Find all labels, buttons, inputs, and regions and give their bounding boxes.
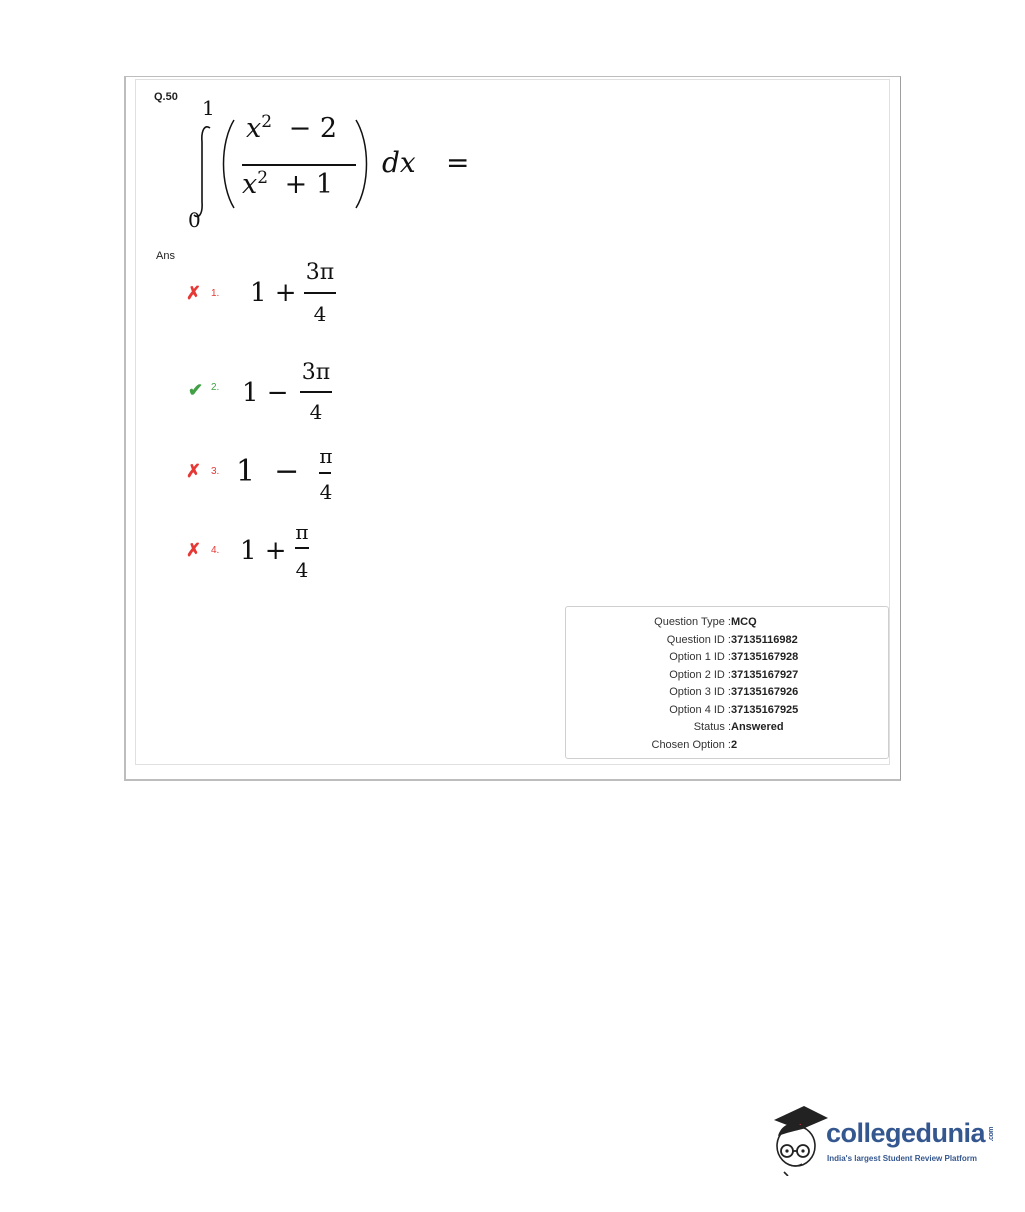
question-id-row <box>566 634 731 646</box>
cross-icon: ✗ <box>186 461 202 481</box>
answer-label: Ans <box>156 250 175 262</box>
option-lead: 1 + <box>250 278 297 308</box>
option3-id-value: 37135167926 <box>731 686 799 698</box>
question-info-box <box>565 606 889 759</box>
question-type-row <box>566 616 731 628</box>
right-paren-icon <box>352 118 372 210</box>
option2-id-value: 37135167927 <box>731 669 799 681</box>
question-number: Q.50 <box>154 91 178 103</box>
option-number: 4. <box>211 545 220 556</box>
question-panel <box>135 79 890 765</box>
fraction-bar <box>304 292 336 294</box>
option-numerator: 3π <box>301 360 331 385</box>
option4-id-row <box>566 704 731 716</box>
mascot-icon <box>766 1104 830 1176</box>
collegedunia-logo <box>766 1104 996 1176</box>
fraction-bar <box>319 472 331 474</box>
checkmark-icon: ✔ <box>188 380 204 400</box>
option2-id-label: Option 2 ID : <box>669 669 731 681</box>
brand-name: collegedunia .com <box>826 1118 995 1148</box>
cross-icon: ✗ <box>186 283 202 303</box>
chosen-option-label: Chosen Option : <box>651 739 731 751</box>
question-type-label: Question Type : <box>654 616 731 628</box>
integral-sign-icon <box>188 122 218 222</box>
option1-id-label: Option 1 ID : <box>669 651 731 663</box>
option-lead: 1 − <box>236 454 300 489</box>
question-card <box>124 76 901 781</box>
status-label: Status : <box>693 721 731 733</box>
integral-lower-limit: 0 <box>188 208 201 232</box>
left-paren-icon <box>218 118 238 210</box>
fraction-bar <box>300 391 332 393</box>
question-id-label: Question ID : <box>666 634 731 646</box>
fraction-bar <box>242 164 356 166</box>
option3-id-label: Option 3 ID : <box>669 686 731 698</box>
option3-id-row <box>566 686 731 698</box>
option-lead: 1 + <box>240 536 287 566</box>
cross-icon: ✗ <box>186 540 202 560</box>
option4-id-label: Option 4 ID : <box>669 704 731 716</box>
option-number: 2. <box>211 382 220 393</box>
brand-tagline: India's largest Student Review Platform <box>827 1154 977 1163</box>
option1-id-row <box>566 651 731 663</box>
option1-id-value: 37135167928 <box>731 651 799 663</box>
equals-sign: = <box>446 146 470 179</box>
option2-id-row <box>566 669 731 681</box>
option-number: 3. <box>211 466 220 477</box>
denominator: $x^2 + 1$ <box>242 168 334 200</box>
option-numerator: π <box>295 520 309 544</box>
option-number: 1. <box>211 288 220 299</box>
chosen-option-row <box>566 739 731 751</box>
numerator: $x^2 - 2$ <box>246 112 338 144</box>
question-type-value: MCQ <box>731 616 757 628</box>
option-numerator: π <box>319 444 333 468</box>
fraction-bar <box>295 547 309 549</box>
question-id-value: 37135116982 <box>731 634 798 646</box>
option-lead: 1 − <box>242 378 289 408</box>
option-denominator: 4 <box>309 400 323 424</box>
status-row <box>566 721 731 733</box>
status-value: Answered <box>731 721 784 733</box>
option-numerator: 3π <box>305 260 335 285</box>
option4-id-value: 37135167925 <box>731 704 799 716</box>
option-denominator: 4 <box>319 480 333 504</box>
option-denominator: 4 <box>313 302 327 326</box>
brand-suffix: .com <box>988 1127 995 1142</box>
option-denominator: 4 <box>295 558 309 582</box>
dx-term: dx <box>382 146 416 179</box>
integral-upper-limit: 1 <box>202 96 215 120</box>
chosen-option-value: 2 <box>731 739 738 751</box>
